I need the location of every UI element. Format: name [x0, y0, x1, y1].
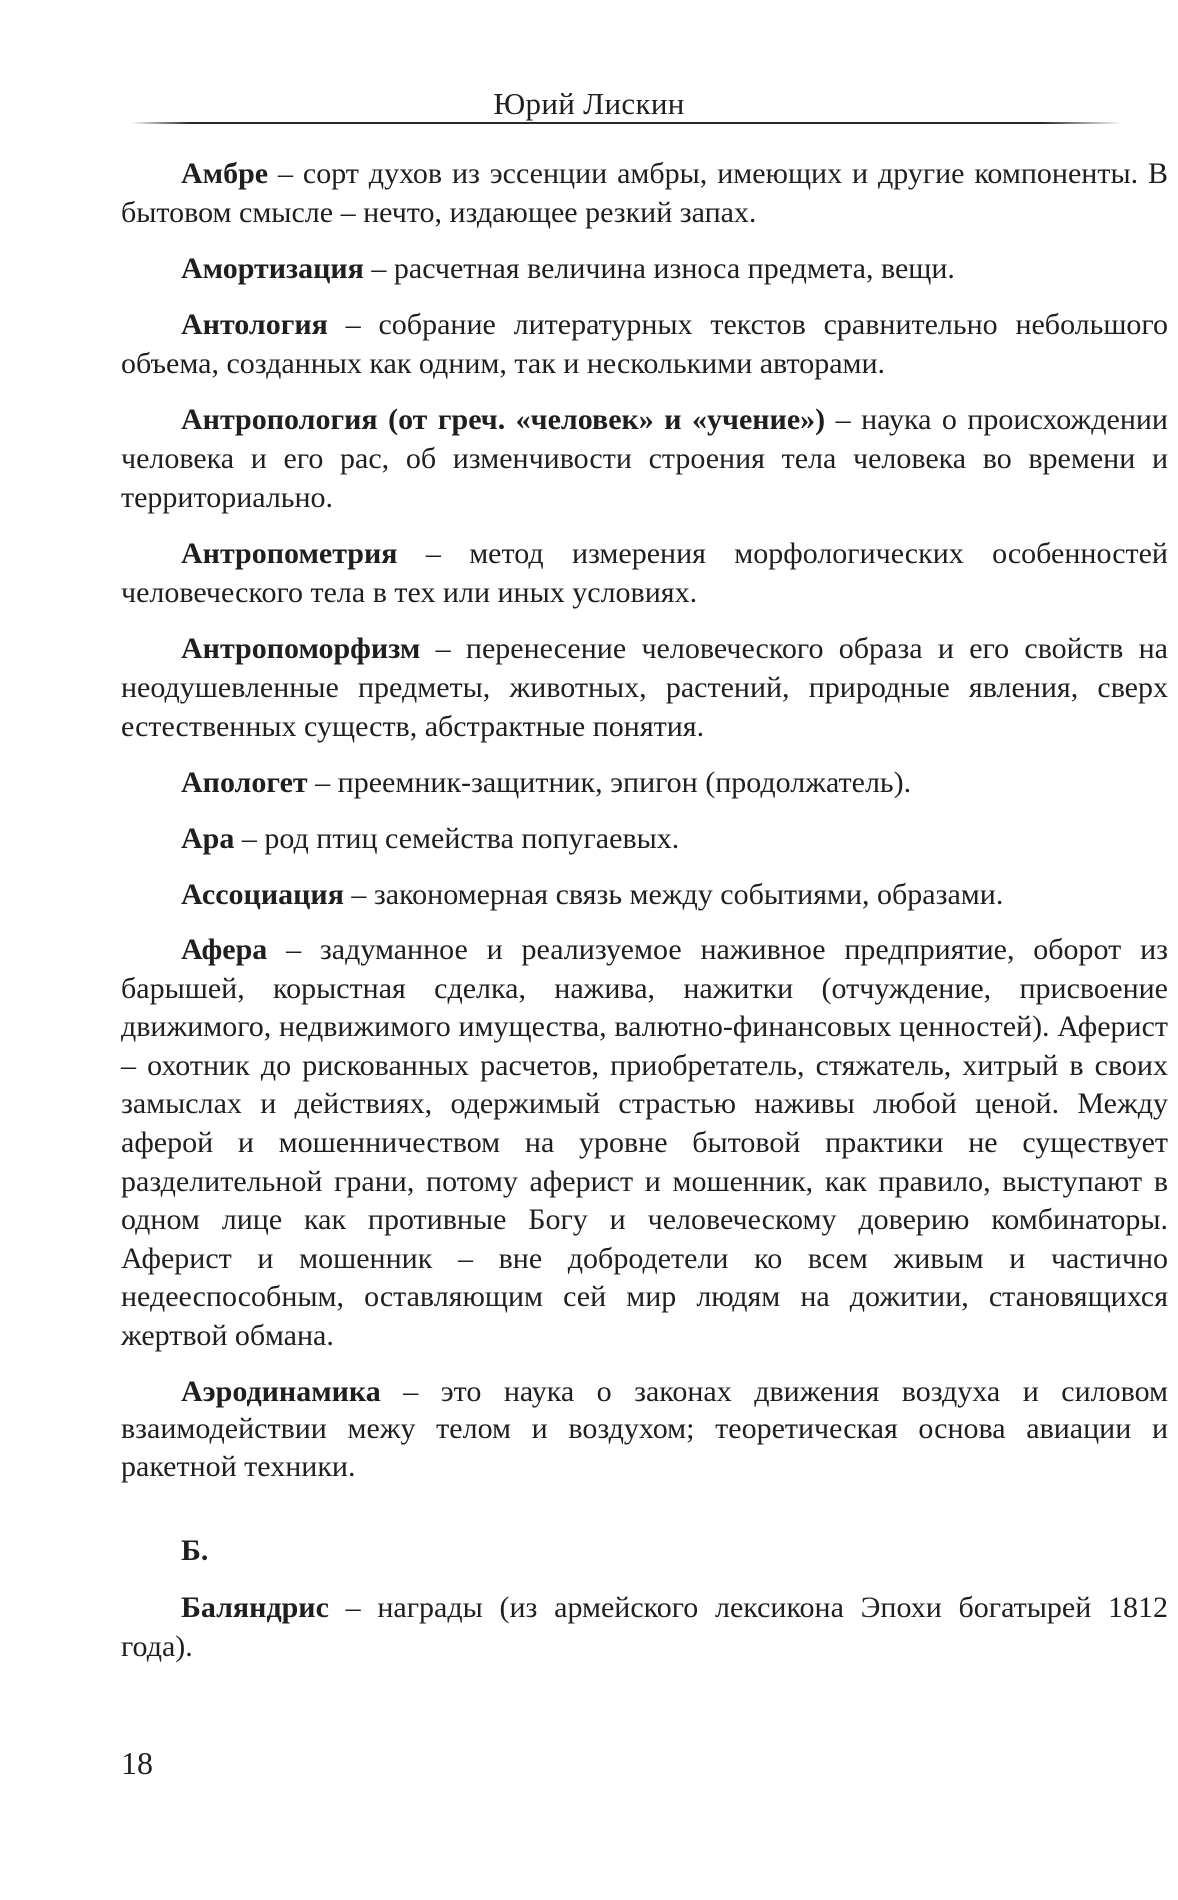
entry-term: Амбре — [181, 157, 269, 190]
running-head-author: Юрий Лискин — [493, 86, 685, 121]
entry-definition: – награды (из армейского лексикона Эпохи богатырей 1812 года). — [121, 1591, 1168, 1664]
header-rule — [130, 122, 1122, 124]
entry-definition: – наука о происхождении человека и его рас, об изменчивости строения тела человека во времени и территориально. — [121, 403, 1168, 514]
entry-definition: – преемник-защитник, эпигон (продолжатель). — [307, 766, 912, 799]
entry-apologet — [121, 763, 1168, 802]
entry-definition: – задуманное и реализуемое наживное предприятие, оборот из барышей, корыстная сделка, нажива, нажитки (отчуждение, присвоение движимого, недвижимого имущества, валютно-финансовых ценностей). Аферист – охотник до рискованных расчетов, приобретатель, стяжатель, хитрый в своих замыслах и действиях, одержимый страстью наживы любой ценой. Между аферой и мошенничеством на уровне бытовой практики не существует разделительной грани, потому аферист и мошенник, как правило, выступают в одном лице как противные Богу и человеческому доверию комбинаторы. Аферист и мошенник – вне добродетели ко всем живым и частично недееспособным, оставляющим сей мир людям на дожитии, становящихся жертвой обмана. — [121, 933, 1168, 1352]
entry-ambre — [121, 154, 1168, 232]
entry-definition: – сорт духов из эссенции амбры, имеющих и другие компоненты. В бытовом смысле – нечто, издающее резкий запах. — [121, 157, 1168, 229]
entry-balyandris — [121, 1588, 1168, 1666]
entry-term: Апологет — [181, 766, 308, 799]
entry-definition: – род птиц семейства попугаевых. — [234, 822, 680, 855]
entry-term: Антропометрия — [181, 537, 398, 570]
entry-term: Баляндрис — [181, 1591, 329, 1625]
entry-ara — [121, 819, 1168, 858]
entry-antropomorfizm — [121, 629, 1168, 746]
entry-antologiya — [121, 305, 1168, 383]
entry-definition: – перенесение человеческого образа и его свойств на неодушевленные предметы, животных, растений, природные явления, сверх естественных существ, абстрактные понятия. — [121, 632, 1168, 743]
entry-definition: – это наука о законах движения воздуха и силовом взаимодействии межу телом и воздухом; теоретическая основа авиации и ракетной техники. — [121, 1374, 1168, 1483]
entry-amortizatsiya — [121, 249, 1168, 288]
page-body — [121, 154, 1168, 1683]
section-heading-b: Б. — [181, 1534, 209, 1568]
entry-term: Ара — [181, 822, 235, 855]
entry-term: Амортизация — [181, 252, 364, 285]
entry-aerodinamika — [121, 1373, 1168, 1486]
entry-definition: – собрание литературных текстов сравнительно небольшого объема, созданных как одним, так и несколькими авторами. — [121, 308, 1168, 380]
entry-term: Афера — [181, 933, 268, 966]
entry-afera — [121, 931, 1168, 1356]
entry-assotsiatsiya — [121, 875, 1168, 914]
entry-term: Аэродинамика — [181, 1374, 381, 1408]
entry-antropologiya — [121, 400, 1168, 517]
entry-term: Антропология (от греч. «человек» и «учение») — [181, 403, 826, 436]
entry-term: Ассоциация — [181, 878, 344, 911]
page-number: 18 — [121, 1745, 153, 1781]
entry-antropometriya — [121, 534, 1168, 612]
entry-term: Антропоморфизм — [181, 632, 421, 665]
entry-definition: – метод измерения морфологических особенностей человеческого тела в тех или иных условиях. — [121, 537, 1168, 609]
entry-definition: – закономерная связь между событиями, образами. — [343, 878, 1004, 911]
entry-definition: – расчетная величина износа предмета, вещи. — [363, 252, 955, 285]
entry-term: Антология — [181, 308, 328, 341]
